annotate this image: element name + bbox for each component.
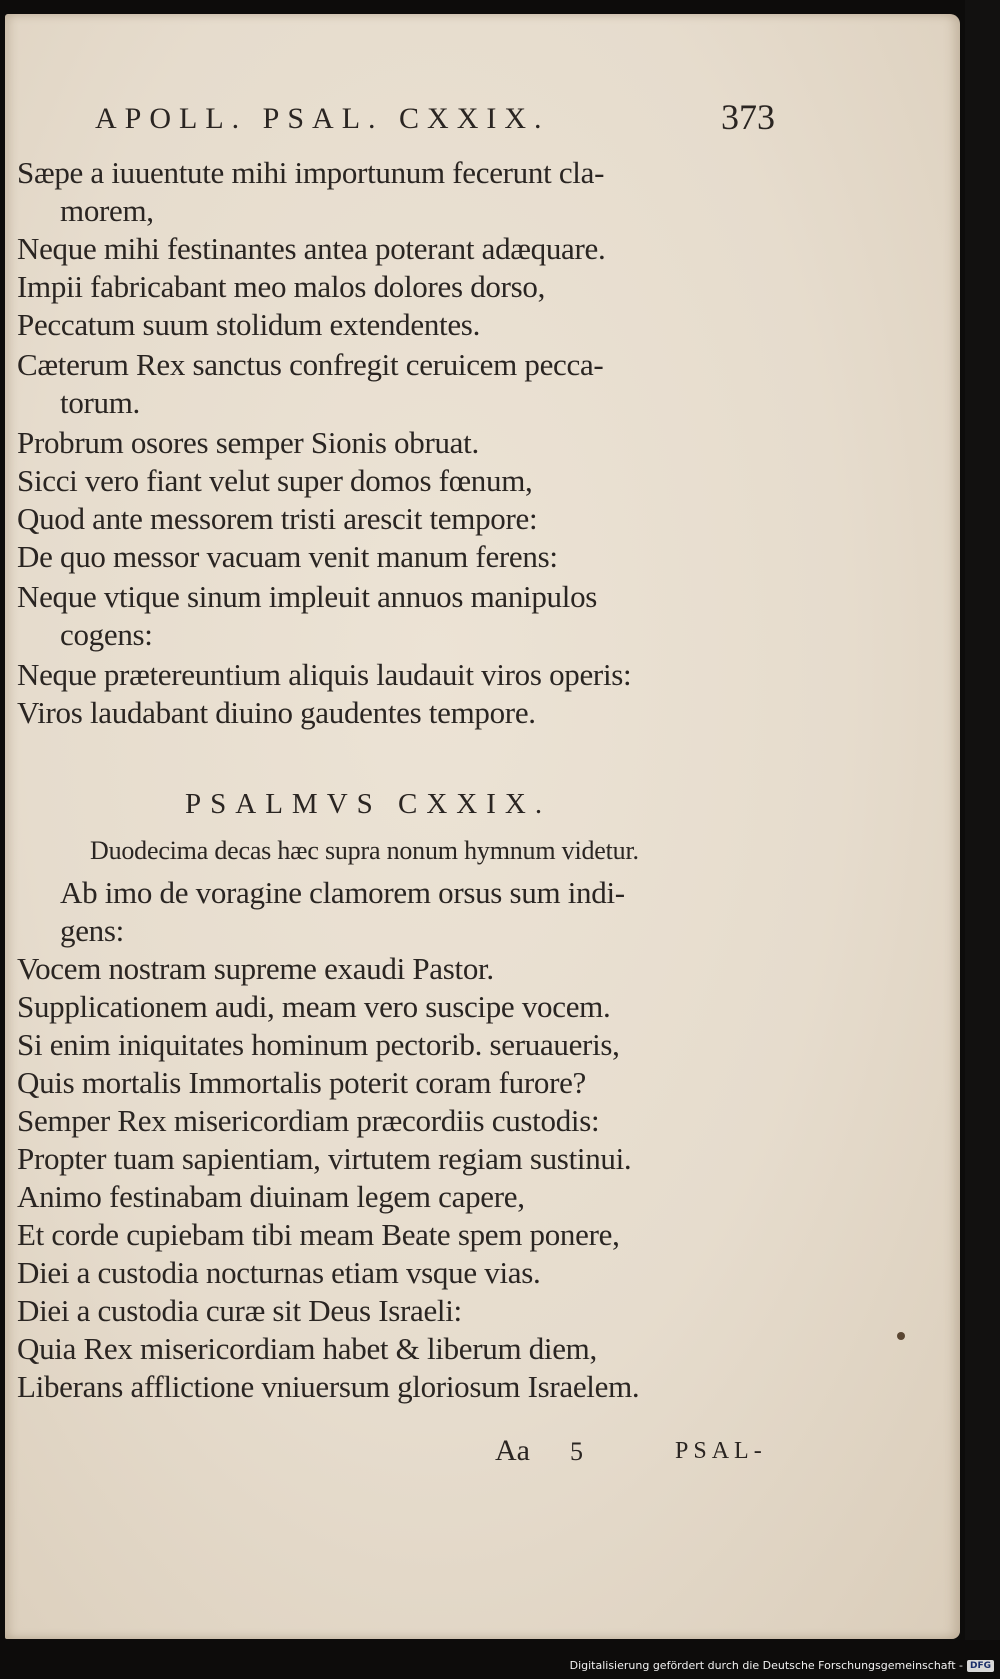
- text-line: Viros laudabant diuino gaudentes tempore.: [17, 695, 536, 730]
- text-line: Quod ante messorem tristi arescit tempore:: [17, 501, 538, 536]
- scan-background-edge: [965, 0, 1000, 1640]
- text-line: cogens:: [60, 617, 153, 652]
- text-line: Animo festinabam diuinam legem capere,: [17, 1179, 525, 1214]
- text-line: Peccatum suum stolidum extendentes.: [17, 307, 481, 342]
- catchword: PSAL-: [675, 1438, 767, 1464]
- signature-mark: [495, 1434, 583, 1468]
- text-line: Impii fabricabant meo malos dolores dorso,: [17, 269, 546, 304]
- text-line: torum.: [60, 385, 140, 420]
- text-line: Vocem nostram supreme exaudi Pastor.: [17, 951, 494, 986]
- psalm-title: PSALMVS CXXIX.: [185, 788, 552, 820]
- digitization-credit: [570, 1659, 994, 1672]
- text-line: Quis mortalis Immortalis poterit coram furore?: [17, 1065, 587, 1100]
- text-line: gens:: [60, 913, 124, 948]
- running-header: [95, 97, 775, 142]
- paper-speck: [897, 1332, 905, 1340]
- text-line: Quia Rex misericordiam habet & liberum diem,: [17, 1331, 597, 1366]
- running-title: APOLL. PSAL. CXXIX.: [95, 102, 550, 135]
- text-line: Supplicationem audi, meam vero suscipe vocem.: [17, 989, 611, 1024]
- text-line: morem,: [60, 193, 154, 228]
- signature-number: 5: [569, 1437, 583, 1466]
- text-line: Sicci vero fiant velut super domos fœnum,: [17, 463, 533, 498]
- credit-text: Digitalisierung gefördert durch die Deutsche Forschungsgemeinschaft -: [569, 1659, 963, 1672]
- psalm-subtitle: Duodecima decas hæc supra nonum hymnum videtur.: [90, 836, 639, 865]
- signature-letters: Aa: [495, 1434, 530, 1467]
- text-line: Diei a custodia curæ sit Deus Israeli:: [17, 1293, 462, 1328]
- text-line: De quo messor vacuam venit manum ferens:: [17, 539, 558, 574]
- text-line: Neque prætereuntium aliquis laudauit viros operis:: [17, 657, 632, 692]
- dfg-logo-icon: DFG: [967, 1660, 994, 1672]
- text-line: Neque vtique sinum impleuit annuos manipulos: [17, 579, 598, 614]
- book-page: [5, 14, 960, 1639]
- text-line: Si enim iniquitates hominum pectorib. seruaueris,: [17, 1027, 620, 1062]
- text-line: Diei a custodia nocturnas etiam vsque vias.: [17, 1255, 541, 1290]
- text-line: Ab imo de voragine clamorem orsus sum indi-: [60, 875, 625, 910]
- text-line: Semper Rex misericordiam præcordiis custodis:: [17, 1103, 600, 1138]
- text-line: Neque mihi festinantes antea poterant adæquare.: [17, 231, 606, 266]
- text-line: Probrum osores semper Sionis obruat.: [17, 425, 479, 460]
- text-line: Sæpe a iuuentute mihi importunum fecerunt cla-: [17, 155, 605, 190]
- text-line: Liberans afflictione vniuersum gloriosum Israelem.: [17, 1369, 640, 1404]
- text-line: Et corde cupiebam tibi meam Beate spem ponere,: [17, 1217, 620, 1252]
- text-line: Propter tuam sapientiam, virtutem regiam sustinui.: [17, 1141, 632, 1176]
- text-line: Cæterum Rex sanctus confregit ceruicem pecca-: [17, 347, 604, 382]
- page-number: 373: [721, 97, 775, 137]
